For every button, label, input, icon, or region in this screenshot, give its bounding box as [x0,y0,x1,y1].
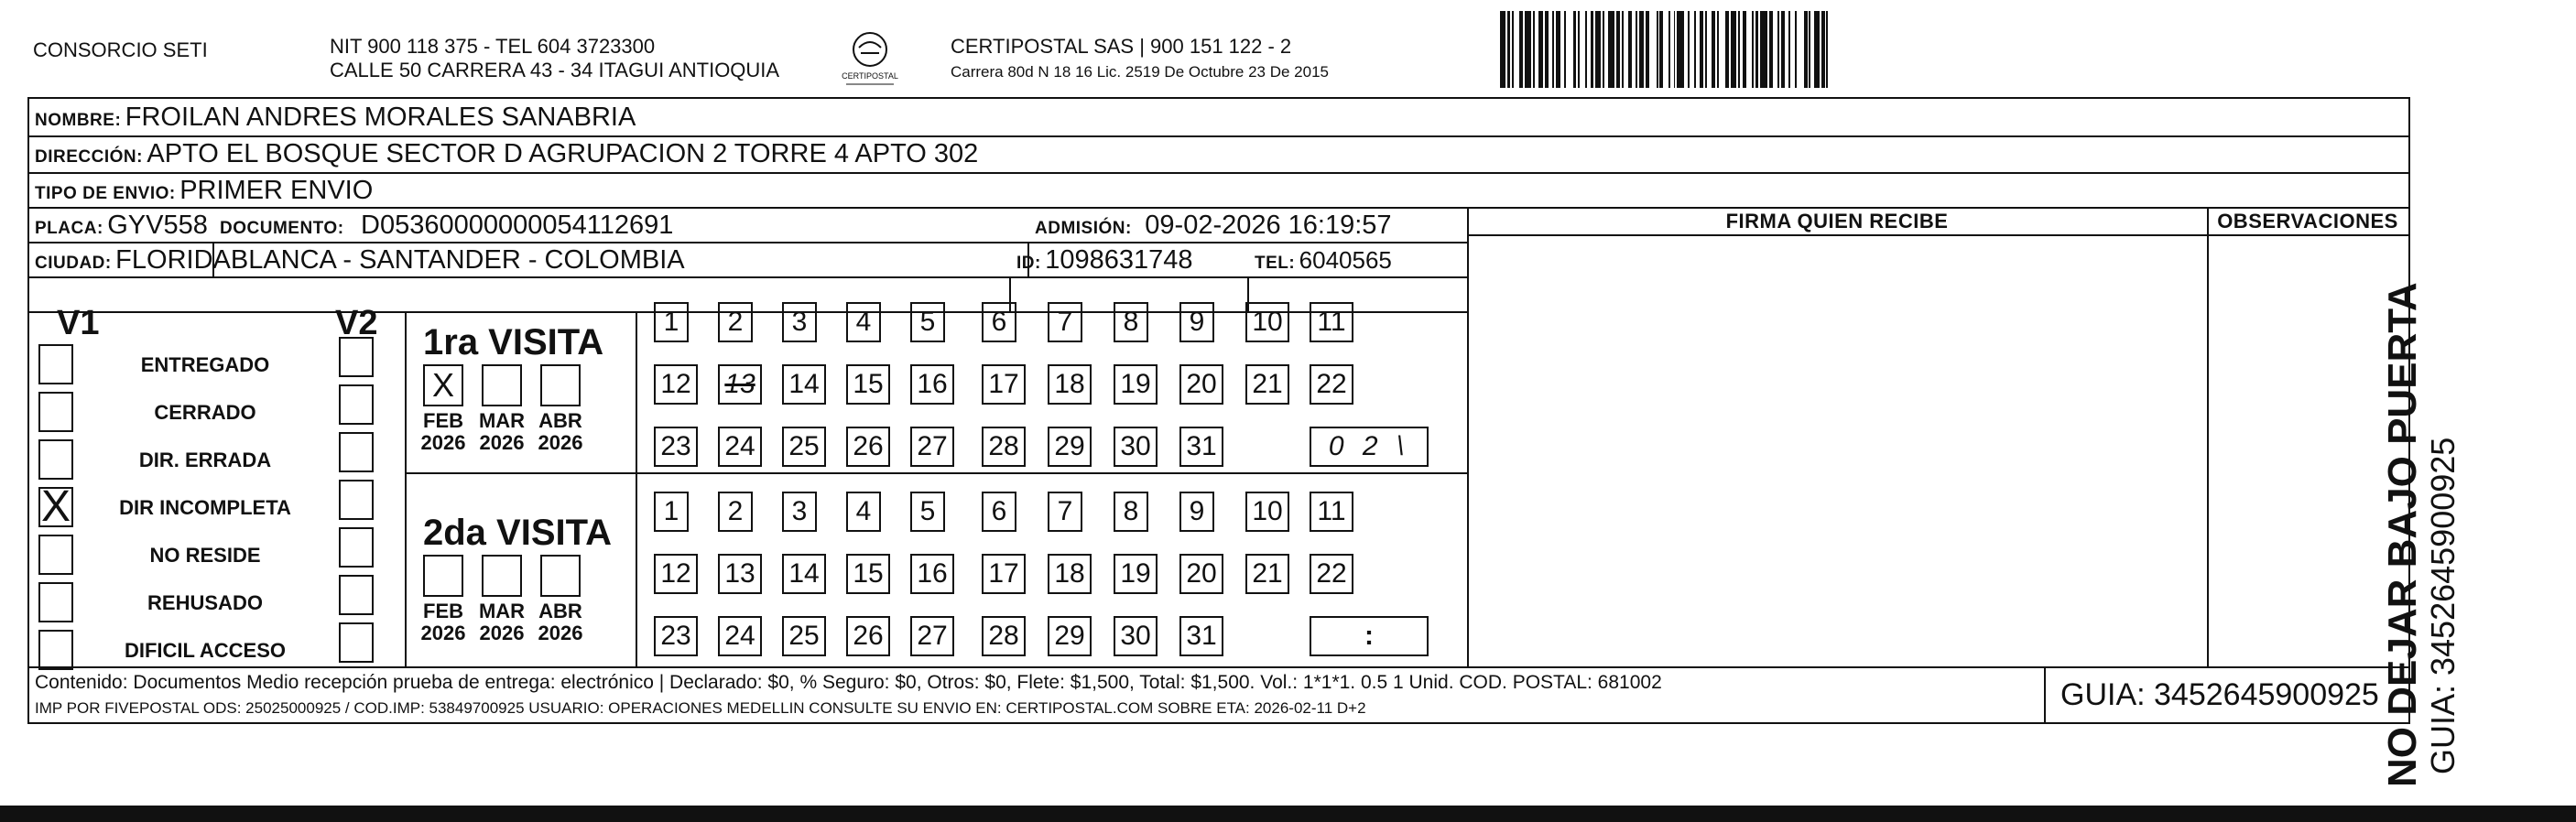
visit1-time[interactable]: 0 2 \ [1310,427,1429,467]
visit2-day-18[interactable]: 18 [1048,554,1092,594]
visit2-title: 2da VISITA [423,513,612,553]
company-name: CONSORCIO SETI [33,38,208,61]
visit1-day-9[interactable]: 9 [1179,302,1214,342]
visit2-month-year-mar: 2026 [479,622,525,644]
v1-checkbox-no-reside[interactable] [38,535,73,575]
visit2-day-19[interactable]: 19 [1114,554,1158,594]
visit1-month-box-mar[interactable] [482,364,522,406]
courier-line: CERTIPOSTAL SAS | 900 151 122 - 2 [951,35,1292,58]
admission-cell [1035,211,1392,244]
visit2-month-label-feb: FEB [423,600,463,622]
name-row [35,103,636,136]
ship-type-row [35,176,373,210]
visit1-day-23[interactable]: 23 [654,427,698,467]
v1-checkbox-dir-errada[interactable] [38,439,73,480]
visit1-day-25[interactable]: 25 [782,427,826,467]
id-cell [1016,245,1193,279]
nit-line: NIT 900 118 375 - TEL 604 3723300 [330,35,656,58]
visit2-day-29[interactable]: 29 [1048,616,1092,656]
v1-checkbox-cerrado[interactable] [38,392,73,432]
visit1-day-16[interactable]: 16 [910,364,954,405]
visit2-month-box-feb[interactable] [423,555,463,597]
do-not-leave-notice: NO DEJAR BAJO PUERTA [2380,282,2425,787]
visit1-day-20[interactable]: 20 [1179,364,1223,405]
document-number: D05360000000054112691 [361,211,674,240]
status-label-dir-errada: DIR. ERRADA [138,449,272,471]
city-cell [35,245,685,279]
status-label-entregado: ENTREGADO [140,353,270,376]
plate-cell [35,211,208,244]
visit2-day-6[interactable]: 6 [982,492,1016,532]
visit1-day-1[interactable]: 1 [654,302,689,342]
v2-checkbox-cerrado[interactable] [339,384,374,425]
document-cell [220,211,673,244]
visit1-day-19[interactable]: 19 [1114,364,1158,405]
visit1-day-2[interactable]: 2 [718,302,753,342]
license-line: Carrera 80d N 18 16 Lic. 2519 De Octubre 23 De 2015 [951,63,1329,81]
visit2-day-16[interactable]: 16 [910,554,954,594]
signature-header: FIRMA QUIEN RECIBE [1725,210,1949,233]
v2-checkbox-dir-incompleta[interactable] [339,480,374,520]
visit1-day-24[interactable]: 24 [718,427,762,467]
visit1-day-5[interactable]: 5 [910,302,945,342]
recipient-address: APTO EL BOSQUE SECTOR D AGRUPACION 2 TORRE 4 APTO 302 [147,139,979,168]
visit2-day-8[interactable]: 8 [1114,492,1148,532]
ship-type: PRIMER ENVIO [179,176,374,205]
address-row [35,139,978,173]
visit1-title: 1ra VISITA [423,322,604,362]
certipostal-logo [833,27,907,93]
visit2-day-14[interactable]: 14 [782,554,826,594]
visit2-day-23[interactable]: 23 [654,616,698,656]
v2-checkbox-entregado[interactable] [339,337,374,377]
visit1-day-12[interactable]: 12 [654,364,698,405]
visit1-day-14[interactable]: 14 [782,364,826,405]
imp-line: IMP POR FIVEPOSTAL ODS: 25025000925 / COD.IMP: 53849700925 USUARIO: OPERACIONES MEDELLIN CONSULTE SU ENVIO EN: CERTIPOSTAL.COM SOBRE ETA: 2026-02-11 D+2 [35,699,1366,717]
v2-checkbox-no-reside[interactable] [339,527,374,568]
visit2-day-31[interactable]: 31 [1179,616,1223,656]
visit2-day-13[interactable]: 13 [718,554,762,594]
visit2-day-27[interactable]: 27 [910,616,954,656]
visit2-day-26[interactable]: 26 [846,616,890,656]
visit2-day-5[interactable]: 5 [910,492,945,532]
visit2-day-7[interactable]: 7 [1048,492,1082,532]
visit1-day-26[interactable]: 26 [846,427,890,467]
tel-cell [1255,245,1392,279]
visit2-day-17[interactable]: 17 [982,554,1026,594]
status-label-no-reside: NO RESIDE [149,544,261,567]
side-notice [2381,282,2462,787]
visit1-month-year-feb: 2026 [420,431,466,454]
barcode [1500,11,2222,88]
plate-label: PLACA: [35,219,103,238]
visit2-month-box-abr[interactable] [540,555,581,597]
visit2-day-12[interactable]: 12 [654,554,698,594]
visit2-day-1[interactable]: 1 [654,492,689,532]
footer-guia: GUIA: 3452645900925 [2060,677,2379,712]
city-label: CIUDAD: [35,254,112,273]
v1-checkbox-entregado[interactable] [38,344,73,384]
visit2-month-label-mar: MAR [478,600,526,622]
visit2-day-3[interactable]: 3 [782,492,817,532]
visit2-month-box-mar[interactable] [482,555,522,597]
visit2-day-28[interactable]: 28 [982,616,1026,656]
visit1-month-box-feb[interactable]: X [423,364,463,406]
delivery-form [27,97,2410,724]
visit2-day-25[interactable]: 25 [782,616,826,656]
v2-checkbox-rehusado[interactable] [339,575,374,615]
v2-checkbox-dificil-acceso[interactable] [339,622,374,663]
visit1-day-10[interactable]: 10 [1245,302,1289,342]
visit1-month-label-abr: ABR [538,409,582,432]
side-guia: GUIA: 3452645900925 [2424,437,2462,774]
status-label-dificil-acceso: DIFICIL ACCESO [124,639,286,662]
visit2-month-label-abr: ABR [538,600,582,622]
logo-text: CERTIPOSTAL [842,71,898,81]
name-label: NOMBRE: [35,111,122,130]
visit2-day-10[interactable]: 10 [1245,492,1289,532]
admission-label: ADMISIÓN: [1035,219,1132,238]
visit2-day-21[interactable]: 21 [1245,554,1289,594]
v1-checkbox-rehusado[interactable] [38,582,73,622]
address-label: DIRECCIÓN: [35,147,143,167]
v1-header: V1 [57,304,100,342]
bottom-edge [0,806,2576,822]
visit2-day-22[interactable]: 22 [1310,554,1353,594]
company-address: CALLE 50 CARRERA 43 - 34 ITAGUI ANTIOQUIA [330,59,780,81]
recipient-name: FROILAN ANDRES MORALES SANABRIA [125,103,636,132]
visit1-day-6[interactable]: 6 [982,302,1016,342]
visit2-day-4[interactable]: 4 [846,492,881,532]
visit1-day-28[interactable]: 28 [982,427,1026,467]
visit1-month-year-abr: 2026 [538,431,583,454]
visit2-day-24[interactable]: 24 [718,616,762,656]
visit1-day-18[interactable]: 18 [1048,364,1092,405]
visit1-month-year-mar: 2026 [479,431,525,454]
document-label: DOCUMENTO: [220,219,344,238]
tel-number: 6040565 [1299,246,1392,274]
visit2-day-11[interactable]: 11 [1310,492,1353,532]
v1-checkbox-dir-incompleta[interactable]: X [38,487,73,527]
visit1-day-7[interactable]: 7 [1048,302,1082,342]
visit2-day-9[interactable]: 9 [1179,492,1214,532]
visit2-day-30[interactable]: 30 [1114,616,1158,656]
visit2-month-year-feb: 2026 [420,622,466,644]
contents-line: Contenido: Documentos Medio recepción prueba de entrega: electrónico | Declarado: $0, % Seguro: $0, Otros: $0, Flete: $1,500, Total: $1,500. Vol.: 1*1*1. 0.5 1 Unid. COD. POSTAL: 681002 [35,672,1662,693]
plate: GYV558 [107,211,208,240]
status-label-cerrado: CERRADO [154,401,256,424]
visit1-day-4[interactable]: 4 [846,302,881,342]
visit1-month-label-feb: FEB [423,409,463,432]
visit1-day-11[interactable]: 11 [1310,302,1353,342]
visit1-day-31[interactable]: 31 [1179,427,1223,467]
visit1-day-13[interactable]: 13 [718,364,762,405]
tel-label: TEL: [1255,254,1296,273]
visit2-day-2[interactable]: 2 [718,492,753,532]
observations-header: OBSERVACIONES [2217,210,2398,233]
visit2-month-year-abr: 2026 [538,622,583,644]
v1-checkbox-dificil-acceso[interactable] [38,630,73,670]
status-label-dir-incompleta: DIR INCOMPLETA [119,496,291,519]
visit1-day-17[interactable]: 17 [982,364,1026,405]
id-label: ID: [1016,254,1041,273]
admission-date: 09-02-2026 16:19:57 [1145,211,1392,240]
visit1-month-box-abr[interactable] [540,364,581,406]
city: FLORIDABLANCA - SANTANDER - COLOMBIA [115,245,685,275]
visit1-day-8[interactable]: 8 [1114,302,1148,342]
visit1-day-29[interactable]: 29 [1048,427,1092,467]
status-label-rehusado: REHUSADO [147,591,263,614]
visit1-day-30[interactable]: 30 [1114,427,1158,467]
visit2-time[interactable]: : [1310,616,1429,656]
visit1-day-21[interactable]: 21 [1245,364,1289,405]
visit1-month-label-mar: MAR [478,409,526,432]
id-number: 1098631748 [1045,245,1193,275]
visit1-day-3[interactable]: 3 [782,302,817,342]
visit2-day-20[interactable]: 20 [1179,554,1223,594]
visit1-day-15[interactable]: 15 [846,364,890,405]
v2-header: V2 [335,304,378,342]
visit1-day-22[interactable]: 22 [1310,364,1353,405]
ship-type-label: TIPO DE ENVIO: [35,184,176,203]
visit2-day-15[interactable]: 15 [846,554,890,594]
v2-checkbox-dir-errada[interactable] [339,432,374,472]
visit1-day-27[interactable]: 27 [910,427,954,467]
